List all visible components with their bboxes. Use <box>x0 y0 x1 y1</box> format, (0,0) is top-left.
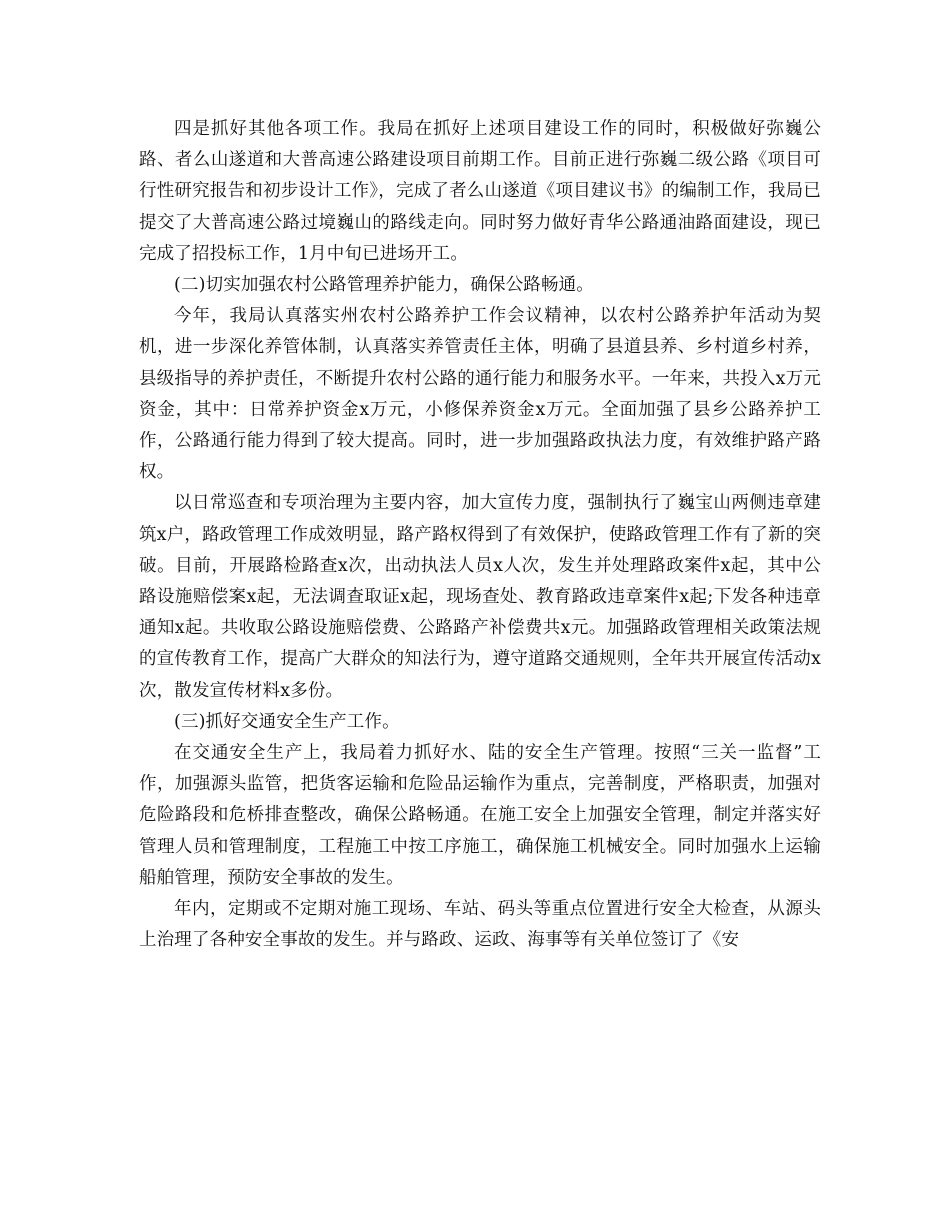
heading-traffic-safety: (三)抓好交通安全生产工作。 <box>174 711 400 732</box>
heading-rural-road-maintenance: (二)切实加强农村公路管理养护能力，确保公路畅通。 <box>174 275 594 296</box>
paragraph-traffic-safety: 在交通安全生产上，我局着力抓好水、陆的安全生产管理。按照“三关一监督”工作，加强源头监管，把货客运输和危险品运输作为重点，完善制度，严格职责，加强对危险路段和危桥排查整改，确保公路畅通。在施工安全上加强安全管理，制定并落实好管理人员和管理制度，工程施工中按工序施工，确保施工机械安全。同时加强水上运输船舶管理，预防安全事故的发生。 <box>139 743 821 888</box>
document-body <box>139 114 821 956</box>
paragraph-other-work: 四是抓好其他各项工作。我局在抓好上述项目建设工作的同时，积极做好弥巍公路、者么山遂道和大普高速公路建设项目前期工作。目前正进行弥巍二级公路《项目可行性研究报告和初步设计工作》，完成了者么山遂道《项目建议书》的编制工作，我局已提交了大普高速公路过境巍山的路线走向。同时努力做好青华公路通油路面建设，现已完成了招投标工作，1月中旬已进场开工。 <box>139 119 821 264</box>
paragraph-road-administration: 以日常巡查和专项治理为主要内容，加大宣传力度，强制执行了巍宝山两侧违章建筑x户，路政管理工作成效明显，路产路权得到了有效保护，使路政管理工作有了新的突破。目前，开展路检路查x次，出动执法人员x人次，发生并处理路政案件x起，其中公路设施赔偿案x起，无法调查取证x起，现场查处、教育路政违章案件x起;下发各种违章通知x起。共收取公路设施赔偿费、公路路产补偿费共x元。加强路政管理相关政策法规的宣传教育工作，提高广大群众的知法行为，遵守道路交通规则，全年共开展宣传活动x次，散发宣传材料x多份。 <box>139 493 821 701</box>
paragraph-rural-road-maintenance: 今年，我局认真落实州农村公路养护工作会议精神，以农村公路养护年活动为契机，进一步深化养管体制，认真落实养管责任主体，明确了县道县养、乡村道乡村养，县级指导的养护责任，不断提升农村公路的通行能力和服务水平。一年来，共投入x万元资金，其中：日常养护资金x万元，小修保养资金x万元。全面加强了县乡公路养护工作，公路通行能力得到了较大提高。同时，进一步加强路政执法力度，有效维护路产路权。 <box>139 306 821 483</box>
paragraph-safety-inspection: 年内，定期或不定期对施工现场、车站、码头等重点位置进行安全大检查，从源头上治理了各种安全事故的发生。并与路政、运政、海事等有关单位签订了《安 <box>139 899 821 951</box>
